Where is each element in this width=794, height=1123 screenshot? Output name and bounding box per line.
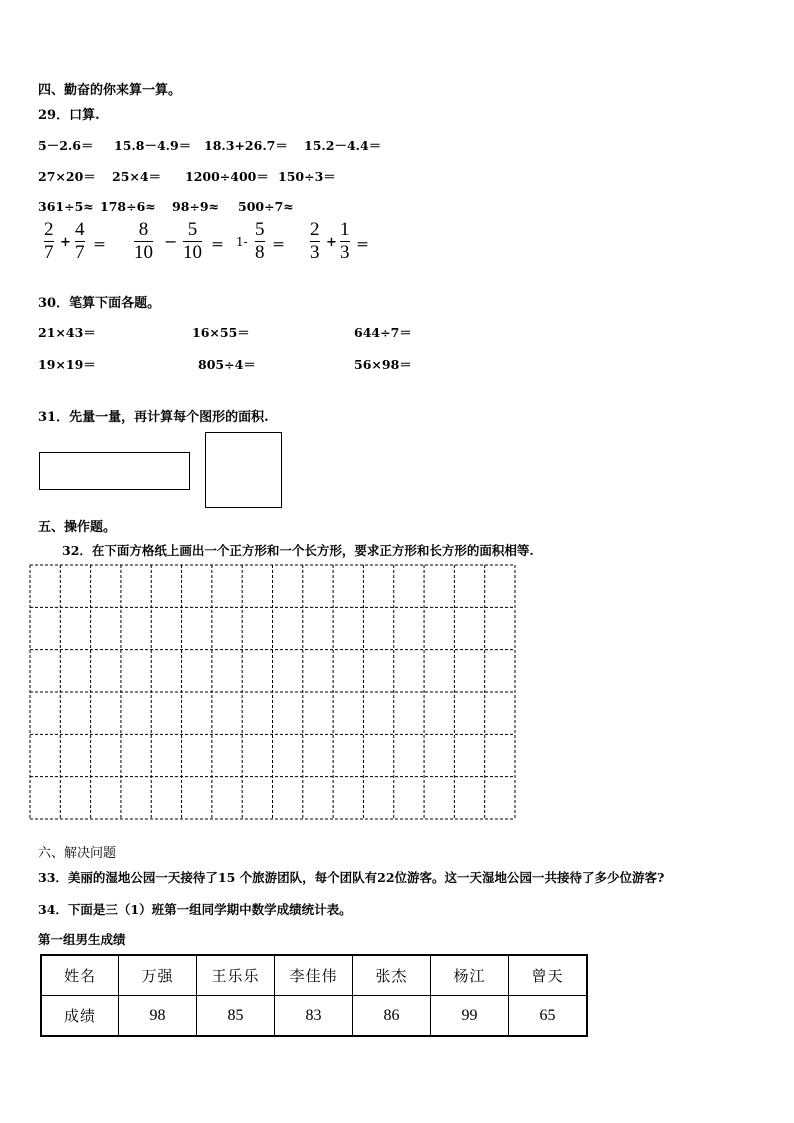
q30-r2-item: 19×19＝: [38, 357, 96, 372]
q29-r2-item: 27×20＝: [38, 169, 96, 184]
header-cell: 张杰: [353, 955, 431, 996]
numerator: 4: [75, 219, 85, 240]
denominator: 7: [75, 242, 85, 263]
header-cell: 姓名: [41, 955, 119, 996]
score-cell: 85: [197, 996, 275, 1037]
q34-text: 34．下面是三（1）班第一组同学期中数学成绩统计表。: [38, 902, 352, 917]
equals-sign: ＝: [93, 238, 107, 253]
q31-title: 31．先量一量，再计算每个图形的面积.: [38, 410, 269, 425]
q29-r2-item: 25×4＝: [112, 169, 162, 184]
fraction: [134, 220, 153, 263]
q33-text: 33．美丽的湿地公园一天接待了15 个旅游团队，每个团队有22位游客。这一天湿地公园一共接待了多少位游客?: [38, 870, 665, 885]
score-table: [40, 954, 588, 1037]
q29-r1-item: 15.8－4.9＝: [114, 138, 192, 153]
q29-r3-item: 98÷9≈: [172, 199, 220, 214]
q29-r1-item: 5－2.6＝: [38, 138, 94, 153]
q29-r3-item: 361÷5≈: [38, 199, 94, 214]
numerator: 2: [44, 219, 54, 240]
denominator: 10: [183, 242, 202, 263]
denominator: 3: [310, 242, 320, 263]
q29-r1-item: 15.2－4.4＝: [304, 138, 382, 153]
header-cell: 万强: [119, 955, 197, 996]
equals-sign: ＝: [272, 238, 286, 253]
q29-r3-item: 500÷7≈: [238, 199, 294, 214]
operator: +: [326, 235, 337, 250]
numerator: 1: [340, 219, 350, 240]
q29-r3-item: 178÷6≈: [100, 199, 156, 214]
equals-sign: ＝: [211, 238, 225, 253]
q30-r1-item: 21×43＝: [38, 325, 96, 340]
section5-heading: 五、操作题。: [38, 520, 117, 535]
q30-title: 30．笔算下面各题。: [38, 296, 161, 311]
fraction: [183, 220, 202, 263]
header-cell: 曾天: [509, 955, 588, 996]
row-label-cell: 成绩: [41, 996, 119, 1037]
numerator: 5: [255, 219, 265, 240]
q29-title: 29．口算.: [38, 108, 100, 123]
table-caption: 第一组男生成绩: [38, 932, 126, 947]
one-minus: 1-: [236, 235, 248, 249]
score-cell: 99: [431, 996, 509, 1037]
equals-sign: ＝: [356, 238, 370, 253]
q30-r1-item: 644÷7＝: [354, 325, 412, 340]
denominator: 10: [134, 242, 153, 263]
numerator: 8: [138, 219, 149, 240]
graph-paper-grid: [29, 564, 516, 820]
section6-heading: 六、解决问题: [38, 846, 117, 861]
fraction: [310, 220, 320, 263]
fraction: [75, 220, 85, 263]
fraction: [255, 220, 265, 263]
fraction: [340, 220, 350, 263]
denominator: 8: [255, 242, 265, 263]
operator: −: [164, 232, 178, 251]
section4-heading: 四、勤奋的你来算一算。: [38, 83, 182, 98]
q30-r2-item: 56×98＝: [354, 357, 412, 372]
header-cell: 王乐乐: [197, 955, 275, 996]
score-cell: 86: [353, 996, 431, 1037]
score-cell: 83: [275, 996, 353, 1037]
square-figure: [205, 432, 282, 508]
header-cell: 杨江: [431, 955, 509, 996]
numerator: 5: [187, 219, 198, 240]
q30-r2-item: 805÷4＝: [198, 357, 256, 372]
operator: +: [60, 235, 71, 250]
numerator: 2: [310, 219, 320, 240]
rectangle-figure: [39, 452, 190, 490]
denominator: 3: [340, 242, 350, 263]
header-cell: 李佳伟: [275, 955, 353, 996]
score-cell: 65: [509, 996, 588, 1037]
table-row: [41, 996, 587, 1037]
table-header-row: [41, 955, 587, 996]
q32-title: 32．在下面方格纸上画出一个正方形和一个长方形，要求正方形和长方形的面积相等.: [62, 543, 534, 558]
q29-r1-item: 18.3+26.7＝: [204, 138, 288, 153]
fraction: [44, 220, 54, 263]
score-cell: 98: [119, 996, 197, 1037]
denominator: 7: [44, 242, 54, 263]
q30-r1-item: 16×55＝: [192, 325, 250, 340]
q29-r2-item: 1200÷400＝: [185, 169, 269, 184]
q29-r2-item: 150÷3＝: [278, 169, 336, 184]
